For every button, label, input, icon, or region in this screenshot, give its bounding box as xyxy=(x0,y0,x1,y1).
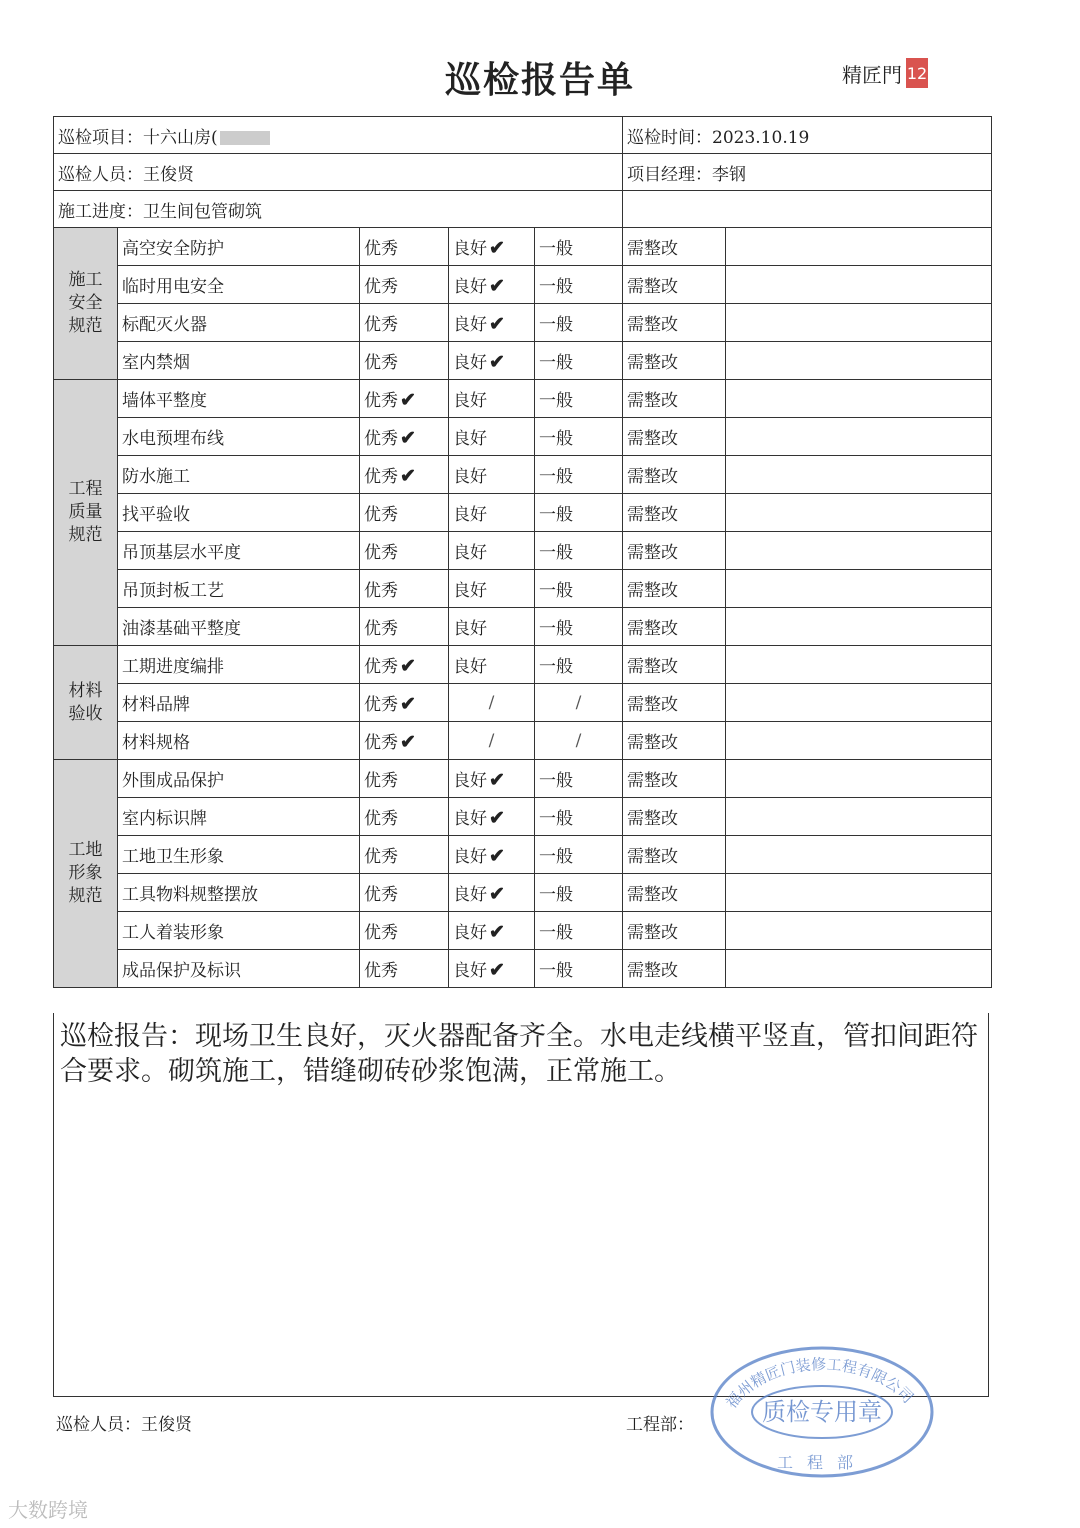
table-row xyxy=(54,228,992,266)
redacted-block xyxy=(220,131,270,145)
rating-option: 优秀 xyxy=(360,760,449,798)
category-cell: 施工安全规范 xyxy=(54,228,118,380)
company-seal xyxy=(706,1330,938,1480)
rating-option: 良好 ✔ xyxy=(449,950,535,988)
rating-option: 优秀 xyxy=(360,874,449,912)
rating-option: 一般 xyxy=(535,228,623,266)
item-label: 室内标识牌 xyxy=(118,798,360,836)
rating-option: 良好 xyxy=(449,646,535,684)
rating-option: 需整改 xyxy=(623,912,726,950)
rating-option: 一般 xyxy=(535,418,623,456)
check-icon: ✔ xyxy=(400,655,416,677)
remark-cell xyxy=(726,342,992,380)
item-label: 水电预埋布线 xyxy=(118,418,360,456)
rating-option: 需整改 xyxy=(623,380,726,418)
rating-option: 一般 xyxy=(535,608,623,646)
svg-text:工程部: 工程部 xyxy=(776,1453,868,1472)
check-icon: ✔ xyxy=(400,389,416,411)
item-label: 材料规格 xyxy=(118,722,360,760)
rating-option: 一般 xyxy=(535,874,623,912)
item-label: 室内禁烟 xyxy=(118,342,360,380)
rating-option: 良好 ✔ xyxy=(449,304,535,342)
remark-cell xyxy=(726,760,992,798)
rating-option: 良好 xyxy=(449,418,535,456)
item-label: 油漆基础平整度 xyxy=(118,608,360,646)
rating-option xyxy=(535,684,623,722)
item-label: 防水施工 xyxy=(118,456,360,494)
table-row xyxy=(54,266,992,304)
remark-cell xyxy=(726,608,992,646)
item-label: 材料品牌 xyxy=(118,684,360,722)
table-row xyxy=(54,418,992,456)
rating-option: 需整改 xyxy=(623,608,726,646)
rating-option: 需整改 xyxy=(623,266,726,304)
footer-dept: 工程部： xyxy=(626,1415,694,1435)
svg-text:福州精匠门装修工程有限公司: 福州精匠门装修工程有限公司 xyxy=(722,1355,917,1412)
not-applicable-mark: / xyxy=(575,730,582,751)
rating-option: 需整改 xyxy=(623,950,726,988)
rating-option: 良好 ✔ xyxy=(449,912,535,950)
rating-option: 需整改 xyxy=(623,684,726,722)
rating-option: 优秀 ✔ xyxy=(360,646,449,684)
not-applicable-mark: / xyxy=(488,692,495,713)
table-row xyxy=(54,304,992,342)
item-label: 成品保护及标识 xyxy=(118,950,360,988)
not-applicable-mark: / xyxy=(575,692,582,713)
rating-option: 一般 xyxy=(535,912,623,950)
rating-option: 优秀 xyxy=(360,912,449,950)
table-row xyxy=(54,836,992,874)
rating-option: 一般 xyxy=(535,532,623,570)
item-label: 工人着装形象 xyxy=(118,912,360,950)
remark-cell xyxy=(726,418,992,456)
item-label: 标配灭火器 xyxy=(118,304,360,342)
rating-option: 良好 ✔ xyxy=(449,760,535,798)
rating-option: 优秀 ✔ xyxy=(360,418,449,456)
remark-cell xyxy=(726,798,992,836)
rating-option: 优秀 xyxy=(360,494,449,532)
rating-option: 良好 xyxy=(449,532,535,570)
remark-cell xyxy=(726,570,992,608)
check-icon: ✔ xyxy=(400,731,416,753)
rating-option: 一般 xyxy=(535,266,623,304)
rating-option: 需整改 xyxy=(623,874,726,912)
rating-option: 优秀 xyxy=(360,836,449,874)
rating-option: 良好 ✔ xyxy=(449,874,535,912)
rating-option: 优秀 xyxy=(360,228,449,266)
remark-cell xyxy=(726,874,992,912)
logo-badge: 12 xyxy=(906,58,928,88)
rating-option: 需整改 xyxy=(623,494,726,532)
table-row xyxy=(54,912,992,950)
remark-cell xyxy=(726,380,992,418)
item-label: 高空安全防护 xyxy=(118,228,360,266)
rating-option: 良好 xyxy=(449,608,535,646)
item-label: 临时用电安全 xyxy=(118,266,360,304)
rating-option: 优秀 xyxy=(360,570,449,608)
check-icon: ✔ xyxy=(400,693,416,715)
rating-option: 优秀 ✔ xyxy=(360,684,449,722)
check-icon: ✔ xyxy=(400,465,416,487)
rating-option: 一般 xyxy=(535,798,623,836)
rating-option: 一般 xyxy=(535,760,623,798)
check-icon: ✔ xyxy=(489,807,505,829)
remark-cell xyxy=(726,266,992,304)
rating-option: 需整改 xyxy=(623,228,726,266)
rating-option: 良好 ✔ xyxy=(449,836,535,874)
rating-option: 良好 xyxy=(449,456,535,494)
rating-option: 优秀 ✔ xyxy=(360,456,449,494)
rating-option: 一般 xyxy=(535,836,623,874)
table-row xyxy=(54,570,992,608)
rating-option: 良好 xyxy=(449,494,535,532)
rating-option: 优秀 xyxy=(360,608,449,646)
rating-option: 需整改 xyxy=(623,722,726,760)
time-field: 巡检时间：2023.10.19 xyxy=(623,117,992,154)
rating-option: 一般 xyxy=(535,342,623,380)
rating-option: 良好 xyxy=(449,570,535,608)
rating-option: 一般 xyxy=(535,304,623,342)
item-label: 工地卫生形象 xyxy=(118,836,360,874)
rating-option: 一般 xyxy=(535,456,623,494)
table-row xyxy=(54,798,992,836)
check-icon: ✔ xyxy=(489,959,505,981)
table-row xyxy=(54,950,992,988)
rating-option: 一般 xyxy=(535,570,623,608)
table-row xyxy=(54,342,992,380)
category-cell: 材料验收 xyxy=(54,646,118,760)
check-icon: ✔ xyxy=(400,427,416,449)
rating-option: 一般 xyxy=(535,380,623,418)
rating-option: 需整改 xyxy=(623,646,726,684)
rating-option: 需整改 xyxy=(623,836,726,874)
table-row xyxy=(54,608,992,646)
item-label: 工具物料规整摆放 xyxy=(118,874,360,912)
inspector-field: 巡检人员：王俊贤 xyxy=(54,154,623,191)
item-label: 找平验收 xyxy=(118,494,360,532)
remark-cell xyxy=(726,228,992,266)
rating-option: 优秀 xyxy=(360,532,449,570)
rating-option: 良好 ✔ xyxy=(449,266,535,304)
report-text: 巡检报告：现场卫生良好，灭火器配备齐全。水电走线横平竖直，管扣间距符合要求。砌筑施工，错缝砌砖砂浆饱满，正常施工。 xyxy=(60,1021,978,1087)
item-label: 工期进度编排 xyxy=(118,646,360,684)
remark-cell xyxy=(726,722,992,760)
rating-option xyxy=(449,722,535,760)
rating-option: 需整改 xyxy=(623,418,726,456)
rating-option: 良好 xyxy=(449,380,535,418)
table-row xyxy=(54,874,992,912)
check-icon: ✔ xyxy=(489,275,505,297)
remark-cell xyxy=(726,646,992,684)
remark-cell xyxy=(726,494,992,532)
item-label: 墙体平整度 xyxy=(118,380,360,418)
rating-option: 优秀 ✔ xyxy=(360,380,449,418)
progress-blank xyxy=(623,191,992,228)
rating-option xyxy=(449,684,535,722)
category-cell: 工程质量规范 xyxy=(54,380,118,646)
inspection-table xyxy=(53,116,992,988)
rating-option: 需整改 xyxy=(623,570,726,608)
remark-cell xyxy=(726,456,992,494)
remark-cell xyxy=(726,912,992,950)
rating-option: 优秀 xyxy=(360,950,449,988)
check-icon: ✔ xyxy=(489,883,505,905)
rating-option: 一般 xyxy=(535,646,623,684)
table-row xyxy=(54,760,992,798)
check-icon: ✔ xyxy=(489,237,505,259)
table-row xyxy=(54,646,992,684)
remark-cell xyxy=(726,684,992,722)
remark-cell xyxy=(726,950,992,988)
logo-text: 精匠門 xyxy=(842,62,902,87)
rating-option: 需整改 xyxy=(623,532,726,570)
project-field: 巡检项目：十六山房( xyxy=(54,117,623,154)
table-row xyxy=(54,722,992,760)
table-row xyxy=(54,380,992,418)
company-logo xyxy=(842,56,928,90)
table-row xyxy=(54,494,992,532)
rating-option: 一般 xyxy=(535,950,623,988)
item-label: 外围成品保护 xyxy=(118,760,360,798)
rating-option: 需整改 xyxy=(623,456,726,494)
check-icon: ✔ xyxy=(489,845,505,867)
rating-option: 需整改 xyxy=(623,342,726,380)
rating-option: 良好 ✔ xyxy=(449,798,535,836)
remark-cell xyxy=(726,836,992,874)
category-cell: 工地形象规范 xyxy=(54,760,118,988)
footer-inspector: 巡检人员：王俊贤 xyxy=(56,1415,192,1435)
item-label: 吊顶基层水平度 xyxy=(118,532,360,570)
page-title: 巡检报告单 xyxy=(444,59,635,101)
progress-field: 施工进度：卫生间包管砌筑 xyxy=(54,191,623,228)
table-row xyxy=(54,684,992,722)
not-applicable-mark: / xyxy=(488,730,495,751)
check-icon: ✔ xyxy=(489,769,505,791)
remark-cell xyxy=(726,532,992,570)
rating-option: 良好 ✔ xyxy=(449,342,535,380)
rating-option: 需整改 xyxy=(623,304,726,342)
rating-option: 优秀 ✔ xyxy=(360,722,449,760)
watermark: 大数跨境 xyxy=(8,1498,88,1522)
table-row xyxy=(54,532,992,570)
rating-option: 需整改 xyxy=(623,798,726,836)
rating-option: 一般 xyxy=(535,494,623,532)
check-icon: ✔ xyxy=(489,921,505,943)
rating-option xyxy=(535,722,623,760)
check-icon: ✔ xyxy=(489,313,505,335)
rating-option: 需整改 xyxy=(623,760,726,798)
table-row xyxy=(54,456,992,494)
svg-text:质检专用章: 质检专用章 xyxy=(762,1398,882,1426)
check-icon: ✔ xyxy=(489,351,505,373)
rating-option: 良好 ✔ xyxy=(449,228,535,266)
manager-field: 项目经理：李钢 xyxy=(623,154,992,191)
rating-option: 优秀 xyxy=(360,266,449,304)
rating-option: 优秀 xyxy=(360,342,449,380)
rating-option: 优秀 xyxy=(360,304,449,342)
remark-cell xyxy=(726,304,992,342)
item-label: 吊顶封板工艺 xyxy=(118,570,360,608)
rating-option: 优秀 xyxy=(360,798,449,836)
